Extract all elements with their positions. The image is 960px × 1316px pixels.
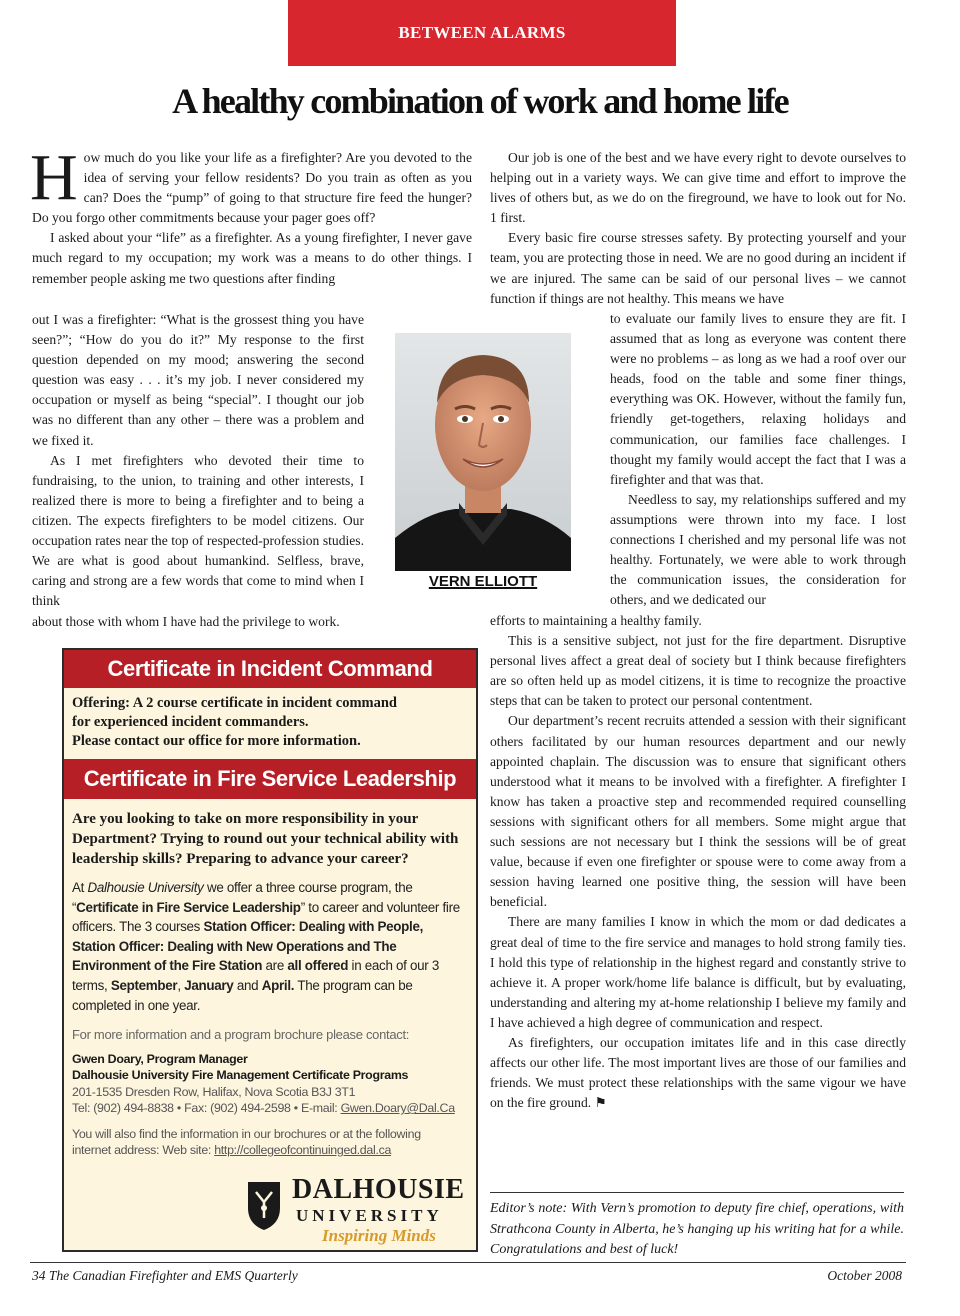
dalhousie-logo xyxy=(244,1172,464,1248)
paragraph: Needless to say, my relationships suffered and my assumptions were thrown into my face. I lost connections I cherished and my personal life was not healthy. Fortunately, we were able to work through the communication issues, the consideration for others, and we dedicated our xyxy=(610,491,906,608)
crest-icon xyxy=(244,1178,284,1232)
paragraph: out I was a firefighter: “What is the grossest thing you have seen?”; “How do you do it?” My response to the first question depended on my mood; answering the second question was easy . . . it’s my job. I never considered my occupation or myself as being “special”. I thought our job was no different than any other – there was a problem and we fixed it. xyxy=(32,312,364,448)
paragraph: Our job is one of the best and we have every right to devote ourselves to helping out in a variety ways. We can give time and effort to improve the lives of others but, as we do on the fireground, we have to look out for No. 1 first. xyxy=(490,150,906,226)
contact-address: 201-1535 Dresden Row, Halifax, Nova Scotia B3J 3T1 xyxy=(72,1084,356,1099)
offering-line: Please contact our office for more information. xyxy=(72,733,361,749)
offering-line: Offering: A 2 course certificate in incident command xyxy=(72,695,397,711)
ad-title-incident-command: Certificate in Incident Command xyxy=(64,650,476,688)
paragraph: about those with whom I have had the privilege to work. xyxy=(32,614,340,629)
footer-date: October 2008 xyxy=(827,1268,902,1283)
portrait-illustration xyxy=(395,333,571,571)
paragraph: efforts to maintaining a healthy family. xyxy=(490,613,702,628)
paragraph: There are many families I know in which the mom or dad dedicates a great deal of time to the fire service and manages to hold strong family ties. I hold this type of relationship in the highest regard and constantly strive to achieve it. A proper work/home life balance is difficult, but by evaluating, understanding and altering my at-home relationship I believe my family and I have achieved a high degree of communication and respect. xyxy=(490,914,906,1030)
ad-body: At Dalhousie University we offer a three course program, the “Certificate in Fire Service Leadership” to career and volunteer fire officers. The 3 courses Station Officer: Dealing with People, Station Officer: Dealing with New Operations and The Environment of the Fire Station are all offered in each of our 3 terms, September, January and April. The program can be completed in one year. xyxy=(72,880,460,1013)
paragraph: This is a sensitive subject, not just for the fire department. Disruptive personal lives affect a great deal of society but I think because firefighters are so often held up as model citizens, it is time to recognize the proactive steps that can be taken to protect our personal contentment. xyxy=(490,633,906,709)
contact-name: Gwen Doary, Program Manager xyxy=(72,1051,248,1066)
paragraph: As firefighters, our occupation imitates life and in this case directly affects our other life. The most important lives are those of our families and friends. We must protect these relationships with the same vigour we have on the fire ground. ⚑ xyxy=(490,1034,906,1111)
section-banner: BETWEEN ALARMS xyxy=(288,0,676,66)
paragraph: Every basic fire course stresses safety. By protecting yourself and your team, you are protecting those in need. We are no good during an incident if we are injured. The same can be said of our personal lives – we cannot function if things are not healthy. This means we have xyxy=(490,230,906,306)
left-column-top xyxy=(30,141,472,289)
contact-org: Dalhousie University Fire Management Certificate Programs xyxy=(72,1068,409,1083)
ad-offering xyxy=(64,688,476,759)
contact-phone: Tel: (902) 494-8838 • Fax: (902) 494-2598 • E-mail: Gwen.Doary@Dal.Ca xyxy=(72,1101,455,1116)
offering-line: for experienced incident commanders. xyxy=(72,714,309,730)
left-column-narrow xyxy=(32,310,364,611)
editor-note: Editor’s note: With Vern’s promotion to deputy fire chief, operations, with Strathcona County in Alberta, he’s hanging up his writing hat for a while. Congratulations and best of luck! xyxy=(490,1192,904,1261)
email-link[interactable]: Gwen.Doary@Dal.Ca xyxy=(340,1101,455,1116)
right-column-bottom xyxy=(490,611,906,1113)
logo-name: DALHOUSIE xyxy=(292,1174,465,1205)
dalhousie-ad xyxy=(62,648,478,1252)
logo-sub: UNIVERSITY xyxy=(296,1206,443,1225)
photo-caption: VERN ELLIOTT xyxy=(428,573,538,590)
right-column-narrow xyxy=(610,309,906,610)
contact-intro: For more information and a program brochure please contact: xyxy=(72,1027,410,1043)
logo-tagline: Inspiring Minds xyxy=(322,1226,436,1245)
headline: A healthy combination of work and home life xyxy=(172,81,788,121)
footer-rule xyxy=(30,1262,906,1263)
paragraph: As I met firefighters who devoted their time to fundraising, to the union, to training and other interests, I realized there is more to being a firefighter and to being a citizen. The expects firefighters to be model citizens. Our occupation rates near the top of respected-profession studies. We are what is good about humankind. Selfless, brave, caring and strong are a few words that come to mind when I think xyxy=(32,452,364,609)
paragraph: to evaluate our family lives to ensure they are fit. I assumed that as long as everyone was content there were no problems – as long as we had a roof over our heads, food on the table and some finer things, everything was OK. However, without the family fun, friendly get-togethers, relaxing holidays and communication, our families face challenges. I thought my family would accept the fact that I was a firefighter and that was that. xyxy=(610,311,906,487)
right-column-top xyxy=(490,148,906,309)
website-link[interactable]: http://collegeofcontinuinged.dal.ca xyxy=(214,1143,392,1158)
left-column-tail xyxy=(32,612,472,632)
fire-helmet-icon: ⚑ xyxy=(594,1095,607,1111)
paragraph: I asked about your “life” as a firefighter. As a young firefighter, I never gave much regard to my occupation; my work was a means to do other things. I remember people asking me two questions after finding xyxy=(32,230,472,286)
intro-paragraph: How much do you like your life as a firefighter? Are you devoted to the idea of serving your fellow residents? Do you train as often as you can? Does the “pump” of going to that structure fire feed the hunger? Do you forgo other commitments because your pager goes off? xyxy=(30,141,472,226)
footer-publication: 34 The Canadian Firefighter and EMS Quarterly xyxy=(32,1268,298,1283)
paragraph: Our department’s recent recruits attended a session with their significant others facilitated by our human resources department and our newly appointed chaplain. The discussion was to ensure that significant others understood what it means to be involved with a firefighter. A firefighter I know has taken a proactive step and recommended required counselling sessions with significant others for all members. Some might argue that such sessions are not necessary but I think the sessions will be of great value, because if even one firefighter or spouse were to come away from a session having learned one positive thing, the session will have been beneficial. xyxy=(490,713,906,910)
web-line: You will also find the information in our brochures or at the following xyxy=(72,1126,421,1141)
ad-title-leadership: Certificate in Fire Service Leadership xyxy=(64,759,476,799)
dropcap: H xyxy=(30,141,78,214)
ad-question: Are you looking to take on more responsibility in your Department? Trying to round out your technical ability with leadership skills? Preparing to advance your career? xyxy=(72,811,459,867)
web-line: internet address: Web site: http://collegeofcontinuinged.dal.ca xyxy=(72,1143,392,1158)
portrait-photo xyxy=(395,333,571,571)
